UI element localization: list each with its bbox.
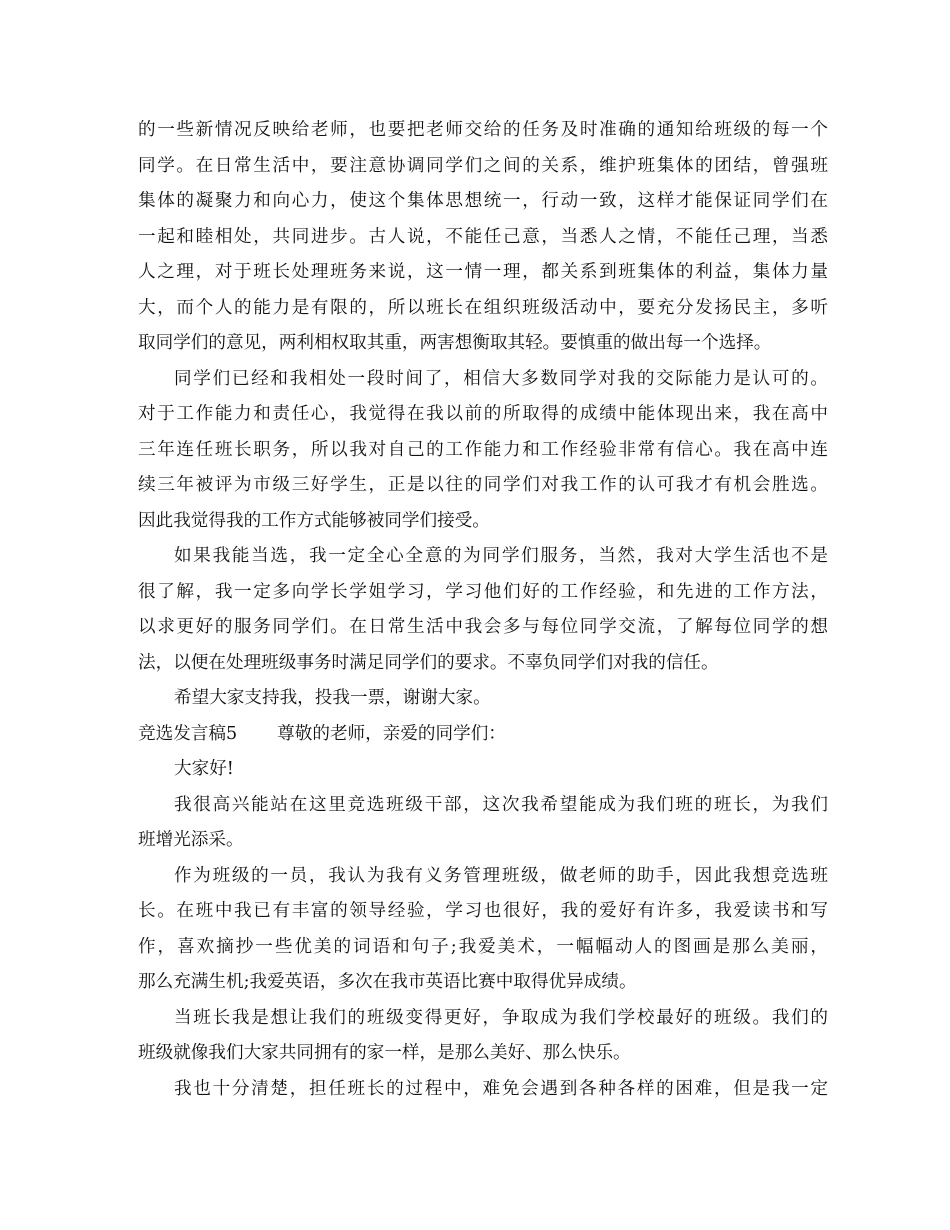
paragraph-first-line: 希望大家支持我，投我一票，谢谢大家。 xyxy=(174,688,491,708)
text-line: 长。在班中我已有丰富的领导经验，学习也很好，我的爱好有许多，我爱读书和写 xyxy=(138,901,828,921)
text-line: 以求更好的服务同学们。在日常生活中我会多与每位同学交流，了解每位同学的想 xyxy=(138,617,828,637)
paragraph-first-line: 如果我能当选，我一定全心全意的为同学们服务，当然，我对大学生活也不是 xyxy=(174,546,828,566)
text-line: 一起和睦相处，共同进步。古人说，不能任己意，当悉人之情，不能任己理，当悉 xyxy=(138,226,828,247)
text-line: 那么充满生机;我爱英语，多次在我市英语比赛中取得优异成绩。 xyxy=(138,972,637,992)
text-line: 班级就像我们大家共同拥有的家一样，是那么美好、那么快乐。 xyxy=(138,1043,631,1063)
text-line: 对于工作能力和责任心，我觉得在我以前的所取得的成绩中能体现出来，我在高中 xyxy=(138,404,828,424)
document-body xyxy=(138,113,828,1107)
text-line: 班增光添采。 xyxy=(138,830,244,850)
salutation: 尊敬的老师，亲爱的同学们： xyxy=(277,723,506,744)
paragraph-first-line: 当班长我是想让我们的班级变得更好，争取成为我们学校最好的班级。我们的 xyxy=(174,1007,828,1028)
text-line: 同学。在日常生活中，要注意协调同学们之间的关系，维护班集体的团结，曾强班 xyxy=(138,155,828,176)
text-line: 法，以便在处理班级事务时满足同学们的要求。不辜负同学们对我的信任。 xyxy=(138,652,719,673)
text-line: 三年连任班长职务，所以我对自己的工作能力和工作经验非常有信心。我在高中连 xyxy=(138,439,828,460)
paragraph-first-line: 我也十分清楚，担任班长的过程中，难免会遇到各种各样的困难，但是我一定 xyxy=(174,1078,828,1099)
text-line: 取同学们的意见，两利相权取其重，两害想衡取其轻。要慎重的做出每一个选择。 xyxy=(138,333,772,353)
paragraph-first-line: 作为班级的一员，我认为我有义务管理班级，做老师的助手，因此我想竞选班 xyxy=(174,865,828,886)
text-line: 很了解，我一定多向学长学姐学习，学习他们好的工作经验，和先进的工作方法， xyxy=(138,581,828,602)
text-line: 集体的凝聚力和向心力，使这个集体思想统一，行动一致，这样才能保证同学们在 xyxy=(138,191,828,211)
section-heading xyxy=(138,717,828,753)
text-line: 人之理，对于班长处理班务来说，这一情一理，都关系到班集体的利益，集体力量 xyxy=(138,262,828,282)
paragraph-first-line: 同学们已经和我相处一段时间了，相信大多数同学对我的交际能力是认可的。 xyxy=(174,368,828,389)
greeting-line: 大家好! xyxy=(174,759,234,779)
text-line: 作，喜欢摘抄一些优美的词语和句子;我爱美术，一幅幅动人的图画是那么美丽， xyxy=(138,936,828,957)
text-line: 大，而个人的能力是有限的，所以班长在组织班级活动中，要充分发扬民主，多听 xyxy=(138,297,828,318)
section-title: 竞选发言稿5 xyxy=(138,723,238,744)
text-line: 的一些新情况反映给老师，也要把老师交给的任务及时准确的通知给班级的每一个 xyxy=(138,120,828,140)
text-line: 因此我觉得我的工作方式能够被同学们接受。 xyxy=(138,510,490,531)
paragraph-first-line: 我很高兴能站在这里竞选班级干部，这次我希望能成为我们班的班长，为我们 xyxy=(174,794,828,815)
text-line: 续三年被评为市级三好学生，正是以往的同学们对我工作的认可我才有机会胜选。 xyxy=(138,475,828,495)
